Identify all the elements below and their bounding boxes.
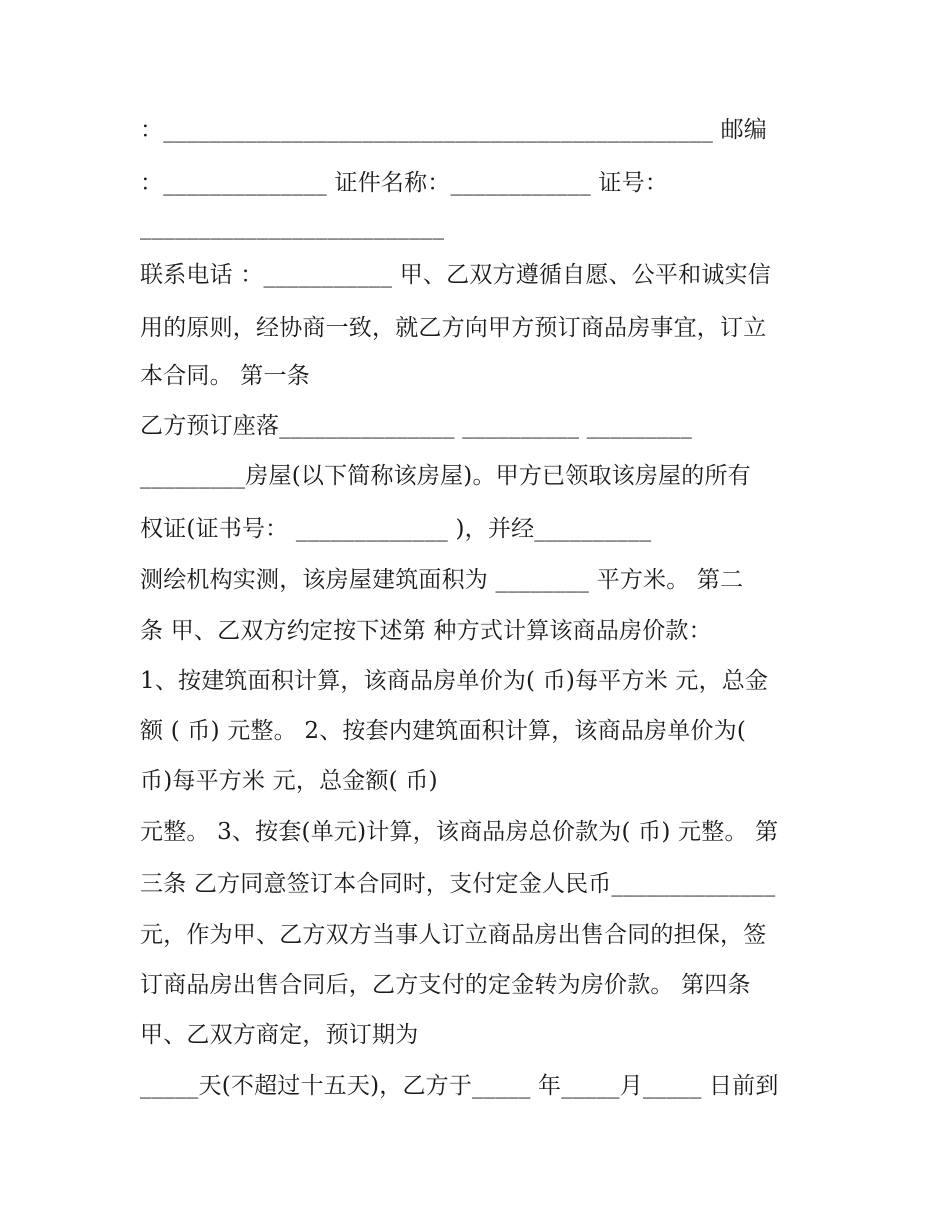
text-line: _____天(不超过十五天)，乙方于_____ 年_____月_____ 日前到: [140, 1073, 779, 1099]
text-line: ：_______________________________________________ 邮编: [140, 117, 768, 143]
text-line: 1、按建筑面积计算，该商品房单价为( 币)每平方米 元，总金: [140, 668, 769, 694]
text-line: 甲、乙双方商定，预订期为: [140, 1022, 419, 1048]
text-line: 订商品房出售合同后，乙方支付的定金转为房价款。 第四条: [140, 972, 751, 998]
text-line: 三条 乙方同意签订本合同时，支付定金人民币______________: [140, 871, 776, 897]
text-line: 币)每平方米 元，总金额( 币): [140, 768, 438, 794]
text-line: ：______________ 证件名称：____________ 证号：: [140, 170, 669, 196]
text-line: 本合同。 第一条: [140, 363, 310, 389]
text-line: _________房屋(以下简称该房屋)。甲方已领取该房屋的所有: [140, 463, 751, 489]
text-line: 元整。 3、按套(单元)计算，该商品房总价款为( 币) 元整。 第: [140, 819, 779, 845]
text-line: 乙方预订座落_______________ __________ _________: [140, 413, 693, 439]
text-line: 元，作为甲、乙方双方当事人订立商品房出售合同的担保，签: [140, 922, 767, 948]
text-line: 条 甲、乙双方约定按下述第 种方式计算该商品房价款：: [140, 618, 712, 644]
text-line: 额 ( 币) 元整。 2、按套内建筑面积计算，该商品房单价为(: [140, 718, 746, 744]
text-line: 测绘机构实测，该房屋建筑面积为 ________ 平方米。 第二: [140, 567, 744, 593]
text-line: 联系电话 ：___________ 甲、乙双方遵循自愿、公平和诚实信: [140, 262, 771, 288]
text-line: 用的原则，经协商一致，就乙方向甲方预订商品房事宜，订立: [140, 315, 767, 341]
text-line: 权证(证书号： _____________ )，并经__________: [140, 516, 652, 542]
text-line: __________________________: [140, 214, 445, 240]
